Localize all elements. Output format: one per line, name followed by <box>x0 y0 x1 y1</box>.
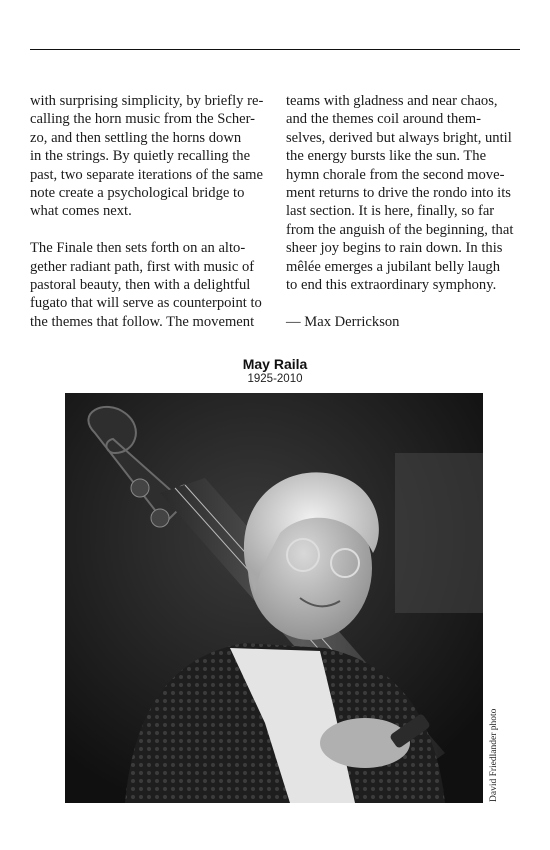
text-line: the themes that follow. The movement <box>30 313 255 330</box>
paragraph-2 <box>30 239 276 331</box>
text-line: selves, derived but always bright, until <box>286 129 512 146</box>
portrait-illustration <box>65 393 483 803</box>
background-window <box>395 453 483 613</box>
text-line: hymn chorale from the second move- <box>286 166 505 183</box>
tuning-peg <box>151 509 169 527</box>
text-line: with surprising simplicity, by briefly re- <box>30 93 264 109</box>
text-line: gether radiant path, first with music of <box>30 258 255 275</box>
text-line: past, two separate iterations of the same <box>30 166 264 183</box>
paragraph-1 <box>30 92 276 221</box>
photo-caption-name: May Raila <box>242 356 308 372</box>
text-line: fugato that will serve as counterpoint to <box>30 295 262 312</box>
text-line: pastoral beauty, then with a delightful <box>30 277 251 294</box>
text-line: to end this extraordinary symphony. <box>286 277 497 294</box>
text-line: The Finale then sets forth on an alto- <box>30 240 246 257</box>
text-line: in the strings. By quietly recalling the <box>30 148 251 165</box>
paragraph-3 <box>286 92 526 294</box>
article-left-column <box>30 92 276 331</box>
text-line: and the themes coil around them- <box>286 111 481 128</box>
text-line: from the anguish of the beginning, that <box>286 221 514 238</box>
text-line: zo, and then settling the horns down <box>30 129 242 146</box>
text-line: the energy bursts like the sun. The <box>286 148 487 165</box>
text-line: mêlée emerges a jubilant belly laugh <box>286 258 501 275</box>
article-right-column <box>286 92 526 331</box>
portrait-photo <box>65 393 483 803</box>
tuning-peg <box>131 479 149 497</box>
text-line: note create a psychological bridge to <box>30 185 245 202</box>
text-line: calling the horn music from the Scher- <box>30 111 256 128</box>
author-signature: — Max Derrickson <box>286 313 400 330</box>
text-line: teams with gladness and near chaos, <box>286 93 498 109</box>
paragraph-gap <box>30 221 276 239</box>
text-line: ment returns to drive the rondo into its <box>286 185 511 202</box>
text-line: last section. It is here, finally, so far <box>286 203 495 220</box>
header-rule <box>30 49 520 50</box>
text-line: sheer joy begins to rain down. In this <box>286 240 503 257</box>
text-line: what comes next. <box>30 203 132 220</box>
photo-caption-years: 1925-2010 <box>247 373 303 385</box>
photo-credit: David Friedlander photo <box>489 708 499 802</box>
